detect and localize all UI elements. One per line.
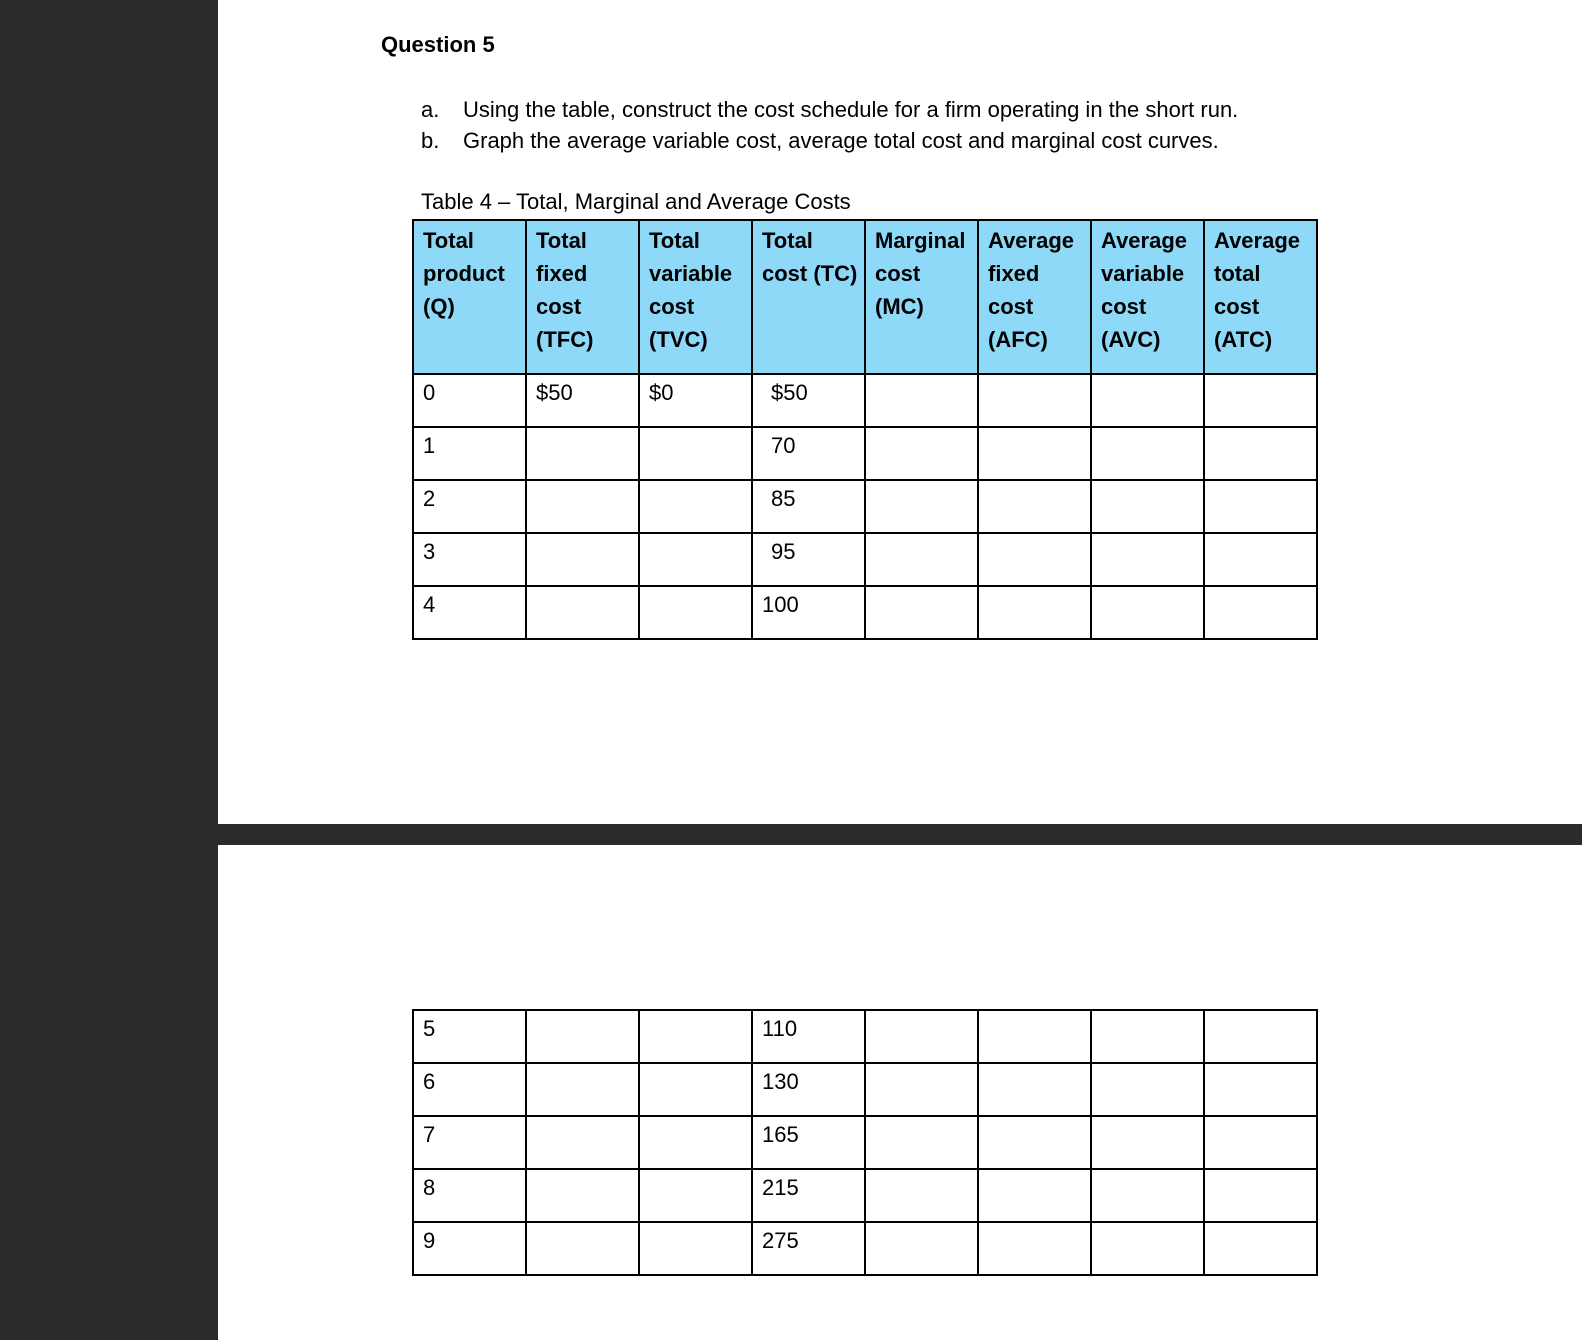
header-line: (AFC) <box>988 327 1048 352</box>
cell-avc <box>1091 1222 1204 1275</box>
cell-afc <box>978 533 1091 586</box>
cell-avc <box>1091 1116 1204 1169</box>
cell-avc <box>1091 533 1204 586</box>
header-line: Average <box>988 228 1075 253</box>
cell-tvc <box>639 427 752 480</box>
header-line: Total <box>649 228 700 253</box>
cell-tc: 275 <box>752 1222 865 1275</box>
cell-q: 2 <box>413 480 526 533</box>
cell-tvc <box>639 1116 752 1169</box>
header-line: Total <box>536 228 587 253</box>
header-line: cost <box>875 261 921 286</box>
cell-avc <box>1091 1063 1204 1116</box>
header-avc <box>1091 220 1204 374</box>
header-line: cost <box>988 294 1034 319</box>
header-line: cost <box>1214 294 1260 319</box>
cell-tc: 165 <box>752 1116 865 1169</box>
table-row <box>413 1169 1317 1222</box>
cell-tc: $50 <box>752 374 865 427</box>
cell-q: 1 <box>413 427 526 480</box>
instruction-marker: b. <box>421 128 440 153</box>
cell-mc <box>865 1169 978 1222</box>
cell-atc <box>1204 1169 1317 1222</box>
cell-q: 3 <box>413 533 526 586</box>
header-line: variable <box>649 261 733 286</box>
header-q <box>413 220 526 374</box>
cell-tfc <box>526 1010 639 1063</box>
cell-atc <box>1204 1222 1317 1275</box>
header-tvc <box>639 220 752 374</box>
header-line: cost <box>1101 294 1147 319</box>
instruction-text: Graph the average variable cost, average total cost and marginal cost curves. <box>463 128 1219 153</box>
table-row <box>413 1063 1317 1116</box>
cell-mc <box>865 586 978 639</box>
header-line: Total <box>423 228 474 253</box>
cell-tvc <box>639 480 752 533</box>
header-line: variable <box>1101 261 1185 286</box>
cell-tvc <box>639 533 752 586</box>
header-line: Average <box>1214 228 1301 253</box>
header-line: (MC) <box>875 294 924 319</box>
cell-q: 9 <box>413 1222 526 1275</box>
header-line: (TFC) <box>536 327 594 352</box>
cell-tfc <box>526 1222 639 1275</box>
cell-tvc <box>639 1063 752 1116</box>
cell-tc: 70 <box>752 427 865 480</box>
cell-tfc <box>526 1063 639 1116</box>
cell-mc <box>865 1222 978 1275</box>
cost-table-part-2 <box>412 1009 1318 1276</box>
cell-q: 8 <box>413 1169 526 1222</box>
cell-atc <box>1204 586 1317 639</box>
cell-atc <box>1204 374 1317 427</box>
cell-tvc <box>639 1010 752 1063</box>
header-tc <box>752 220 865 374</box>
instruction-marker: a. <box>421 97 440 122</box>
header-line: total <box>1214 261 1261 286</box>
header-atc <box>1204 220 1317 374</box>
header-line: (ATC) <box>1214 327 1273 352</box>
header-line: product <box>423 261 505 286</box>
cell-mc <box>865 374 978 427</box>
table-caption: Table 4 – Total, Marginal and Average Costs <box>421 189 851 214</box>
cost-table-part-1 <box>412 219 1318 640</box>
cell-q: 5 <box>413 1010 526 1063</box>
cell-afc <box>978 1116 1091 1169</box>
cell-atc <box>1204 480 1317 533</box>
header-tfc <box>526 220 639 374</box>
table-row <box>413 1222 1317 1275</box>
cell-afc <box>978 374 1091 427</box>
cell-atc <box>1204 1010 1317 1063</box>
header-line: (TVC) <box>649 327 708 352</box>
header-line: fixed <box>988 261 1040 286</box>
header-mc <box>865 220 978 374</box>
cell-tc: 215 <box>752 1169 865 1222</box>
header-line: cost (TC) <box>762 261 858 286</box>
cell-afc <box>978 1010 1091 1063</box>
instruction-b <box>421 128 1219 154</box>
cell-avc <box>1091 427 1204 480</box>
cell-tc: 85 <box>752 480 865 533</box>
cell-mc <box>865 1116 978 1169</box>
cell-afc <box>978 1222 1091 1275</box>
header-line: fixed <box>536 261 588 286</box>
cell-tc: 100 <box>752 586 865 639</box>
header-afc <box>978 220 1091 374</box>
cell-tfc <box>526 427 639 480</box>
cell-tvc <box>639 586 752 639</box>
cell-mc <box>865 1063 978 1116</box>
cell-atc <box>1204 1116 1317 1169</box>
instruction-text: Using the table, construct the cost schedule for a firm operating in the short run. <box>463 97 1239 122</box>
cell-afc <box>978 1169 1091 1222</box>
cell-tc: 110 <box>752 1010 865 1063</box>
table-row <box>413 1010 1317 1063</box>
cell-avc <box>1091 374 1204 427</box>
cell-q: 7 <box>413 1116 526 1169</box>
cell-tfc <box>526 480 639 533</box>
cell-avc <box>1091 1010 1204 1063</box>
cell-q: 0 <box>413 374 526 427</box>
cell-q: 6 <box>413 1063 526 1116</box>
cell-tfc <box>526 533 639 586</box>
table-row <box>413 427 1317 480</box>
header-line: Marginal <box>875 228 966 253</box>
header-line: cost <box>536 294 582 319</box>
cell-avc <box>1091 586 1204 639</box>
cell-atc <box>1204 533 1317 586</box>
header-line: Total <box>762 228 813 253</box>
cell-tfc <box>526 1116 639 1169</box>
document-page-2 <box>218 845 1582 1340</box>
cell-tvc <box>639 1222 752 1275</box>
cell-mc <box>865 1010 978 1063</box>
header-line: Average <box>1101 228 1188 253</box>
cell-tfc <box>526 1169 639 1222</box>
question-title: Question 5 <box>381 32 495 57</box>
cell-afc <box>978 427 1091 480</box>
cell-tc: 130 <box>752 1063 865 1116</box>
header-line: cost <box>649 294 695 319</box>
cell-mc <box>865 427 978 480</box>
cell-mc <box>865 533 978 586</box>
document-page-1 <box>218 0 1582 824</box>
cell-afc <box>978 1063 1091 1116</box>
cell-mc <box>865 480 978 533</box>
cell-afc <box>978 586 1091 639</box>
table-header-row <box>413 220 1317 374</box>
table-row <box>413 480 1317 533</box>
instruction-a <box>421 97 1238 123</box>
cell-avc <box>1091 1169 1204 1222</box>
cell-tfc <box>526 586 639 639</box>
table-row <box>413 1116 1317 1169</box>
header-line: (AVC) <box>1101 327 1161 352</box>
cell-q: 4 <box>413 586 526 639</box>
cell-atc <box>1204 427 1317 480</box>
table-row <box>413 374 1317 427</box>
cell-tvc <box>639 1169 752 1222</box>
header-line: (Q) <box>423 294 455 319</box>
table-row <box>413 586 1317 639</box>
cell-avc <box>1091 480 1204 533</box>
cell-afc <box>978 480 1091 533</box>
cell-tvc: $0 <box>639 374 752 427</box>
cell-tfc: $50 <box>526 374 639 427</box>
cell-atc <box>1204 1063 1317 1116</box>
cell-tc: 95 <box>752 533 865 586</box>
table-row <box>413 533 1317 586</box>
